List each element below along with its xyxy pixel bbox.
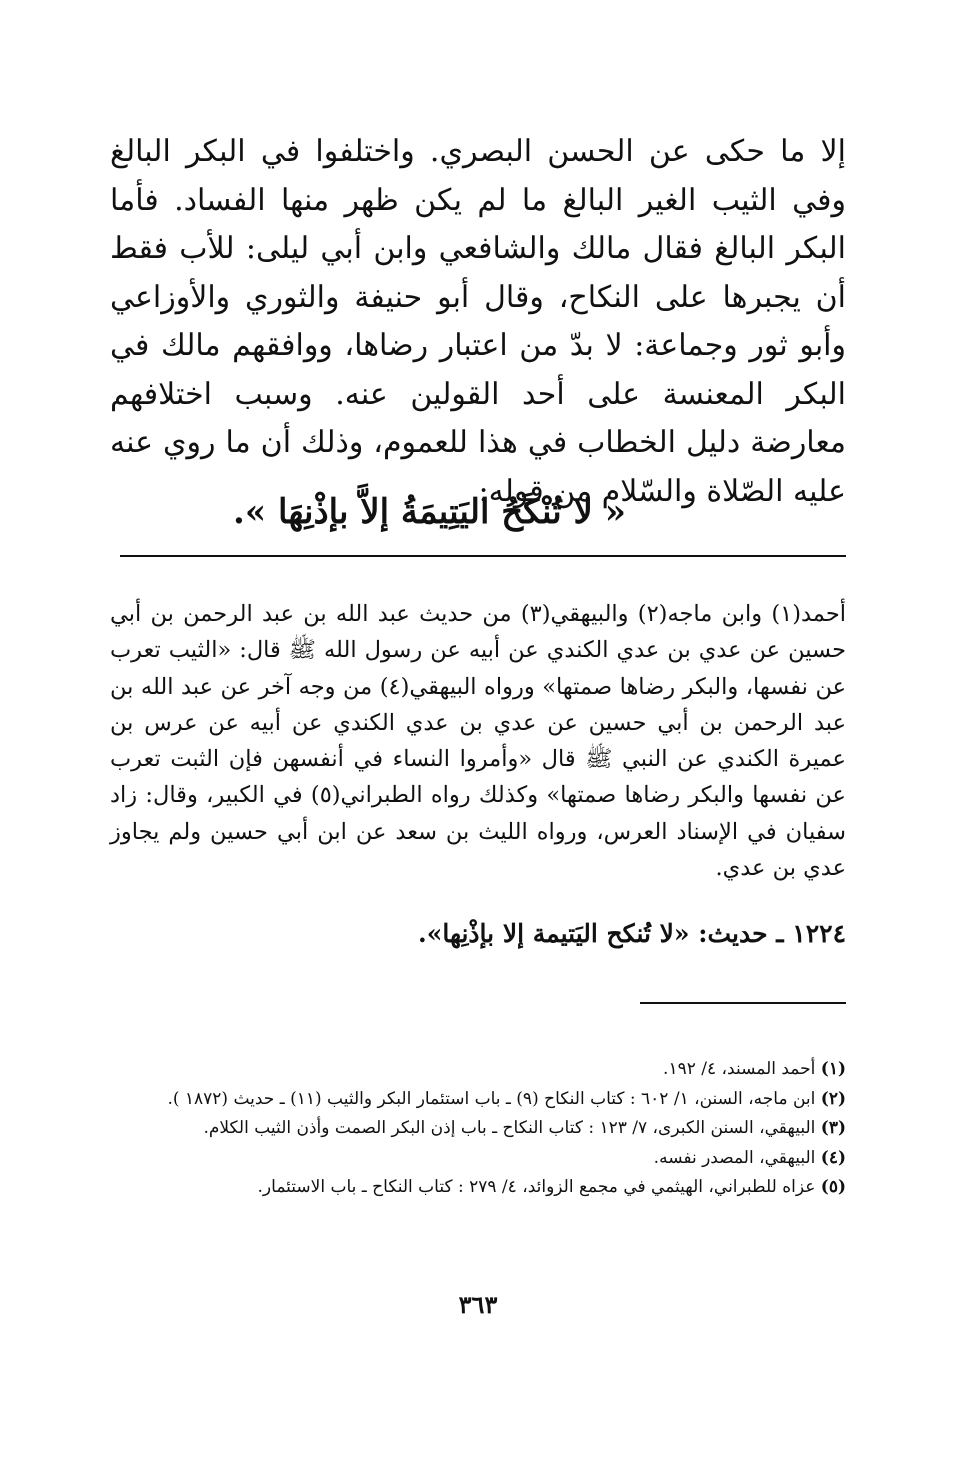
footnote-text: ابن ماجه، السنن، ١/ ٦٠٢ : كتاب النكاح (٩) ـ باب استئمار البكر والثيب (١١) ـ حديث (١٨٧٢ ). (167, 1088, 816, 1109)
footnotes-list (106, 1055, 846, 1203)
footnote-mark: (٣) (820, 1118, 846, 1138)
commentary-paragraph: أحمد(١) وابن ماجه(٢) والبيهقي(٣) من حديث عبد الله بن عبد الرحمن بن أبي حسين عن عدي بن عدي الكندي عن أبيه عن رسول الله ﷺ قال: «الثيب تعرب عن نفسها، والبكر رضاها صمتها» ورواه البيهقي(٤) من وجه آخر عن عبد الله بن عبد الرحمن بن أبي حسين عن عدي بن عدي الكندي عن أبيه عن عرس بن عميرة الكندي عن النبي ﷺ قال «وأمروا النساء في أنفسهن فإن الثبت تعرب عن نفسها والبكر رضاها صمتها» وكذلك رواه الطبراني(٥) في الكبير، وقال: زاد سفيان في الإسناد العرس، ورواه الليث بن سعد عن ابن أبي حسين ولم يجاوز عدي بن عدي. (110, 601, 846, 882)
footnote-2 (106, 1085, 846, 1115)
footnote-text: البيهقي، المصدر نفسه. (653, 1147, 816, 1168)
footnote-text: عزاه للطبراني، الهيثمي في مجمع الزوائد، ٤/ ٢٧٩ : كتاب النكاح ـ باب الاستئمار. (257, 1177, 816, 1197)
main-paragraph: إلا ما حكى عن الحسن البصري. واختلفوا في البكر البالغ وفي الثيب الغير البالغ ما لم يكن ظهر منها الفساد. فأما البكر البالغ فقال مالك والشافعي وابن أبي ليلى: للأب فقط أن يجبرها على النكاح، وقال أبو حنيفة والثوري والأوزاعي وأبو ثور وجماعة: لا بدّ من اعتبار رضاها، ووافقهم مالك في البكر المعنسة على أحد القولين عنه. وسبب اختلافهم معارضة دليل الخطاب في هذا للعموم، وذلك أن ما روي عنه عليه الصّلاة والسّلام من قوله: (110, 134, 846, 509)
footnote-mark: (٥) (820, 1177, 846, 1197)
footnote-5 (106, 1173, 846, 1203)
hadith-quote: « لا تُنْكَحُ اليَتِيمَةُ إلاَّ بإذْنِهَا ». (233, 492, 626, 532)
main-divider-line (120, 555, 846, 557)
footnote-mark: (٢) (820, 1088, 846, 1109)
footnote-divider-line (640, 1002, 846, 1004)
footnote-text: البيهقي، السنن الكبرى، ٧/ ١٢٣ : كتاب النكاح ـ باب إذن البكر الصمت وأذن الثيب الكلام. (203, 1118, 816, 1138)
main-text-block (110, 128, 846, 516)
footnote-text: أحمد المسند، ٤/ ١٩٢. (663, 1059, 816, 1079)
page-number: ٣٦٣ (458, 1290, 498, 1319)
footnote-mark: (٤) (820, 1147, 846, 1168)
footnote-mark: (١) (820, 1059, 846, 1079)
commentary-block (110, 596, 846, 886)
footnote-1 (106, 1055, 846, 1085)
footnote-3 (106, 1114, 846, 1144)
hadith-heading: ١٢٢٤ ـ حديث: «لا تُنكح اليَتيمة إلا بإذْنِها». (418, 919, 846, 948)
footnote-4 (106, 1144, 846, 1174)
